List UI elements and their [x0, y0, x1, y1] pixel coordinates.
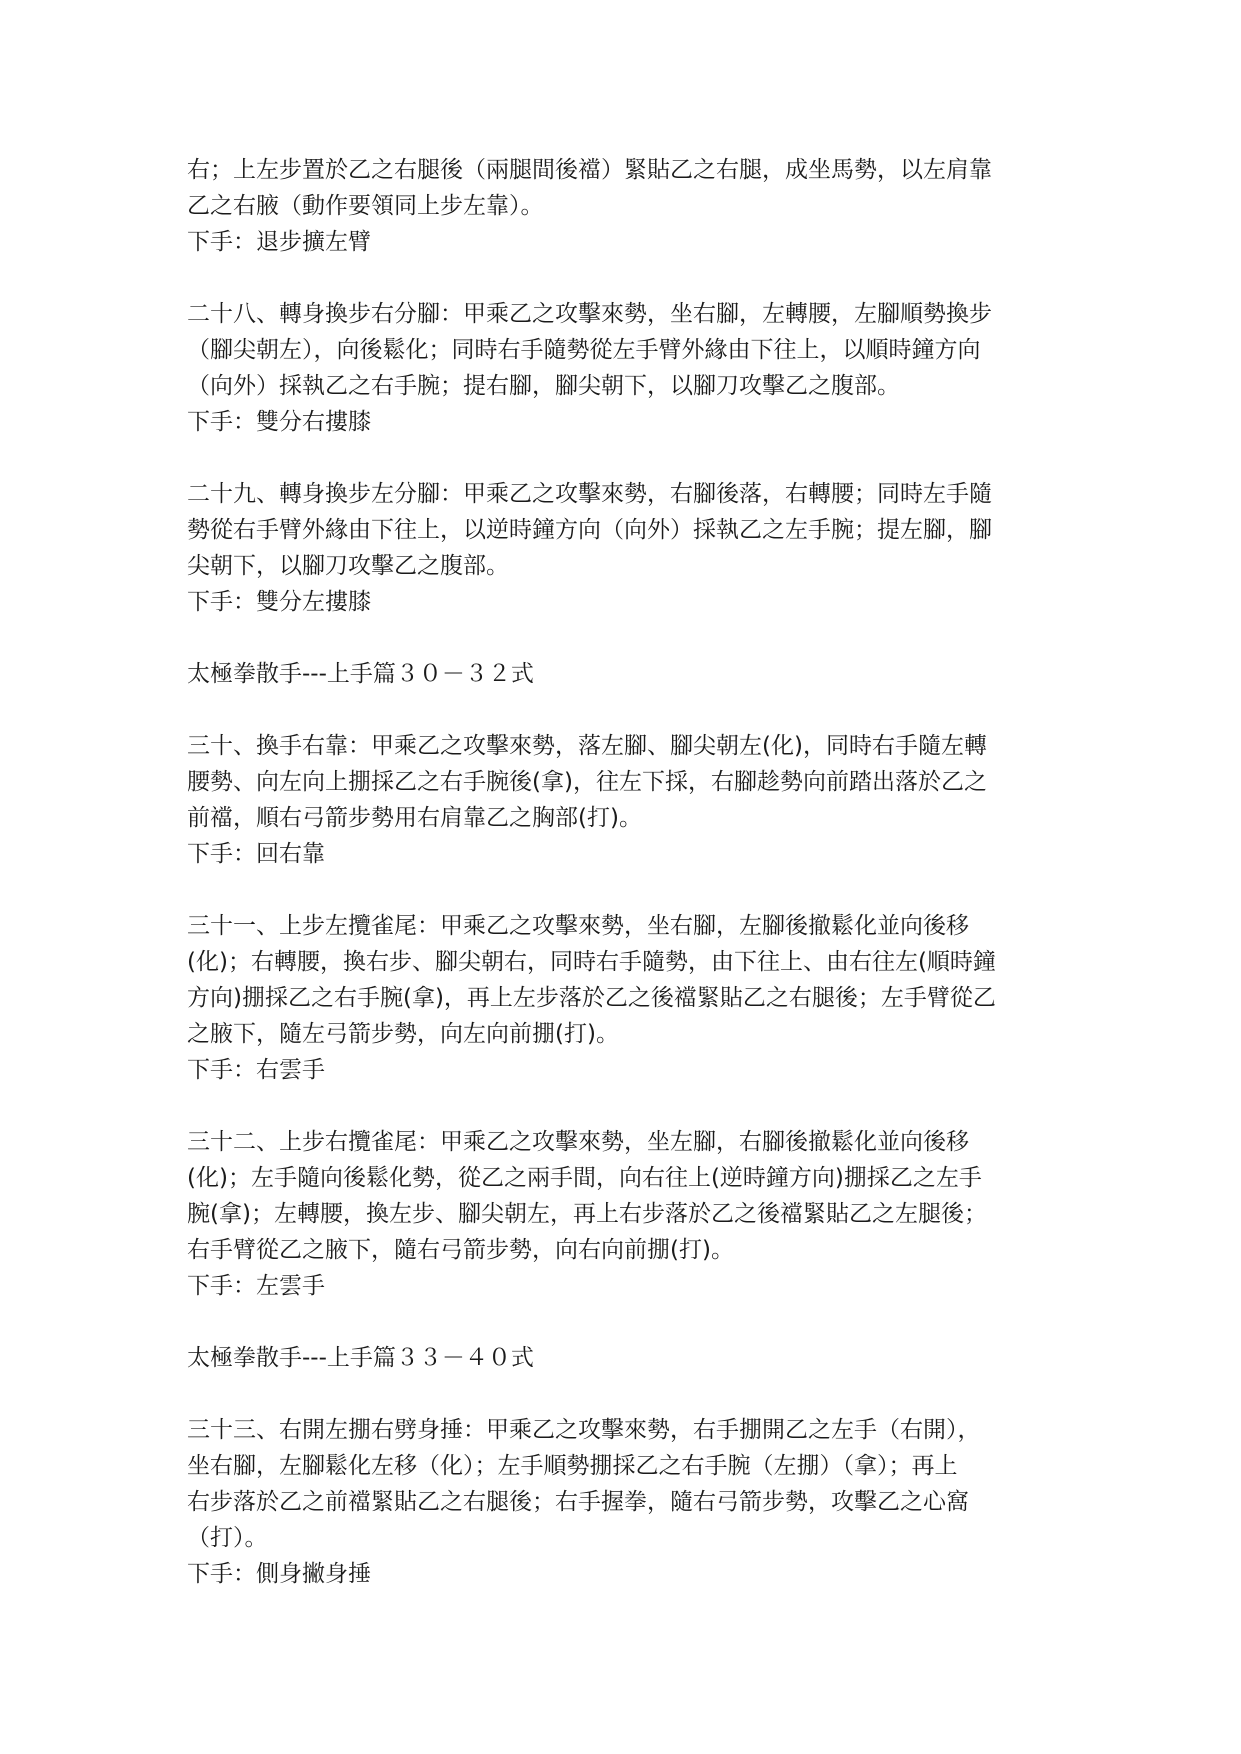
paragraph-gap [187, 1304, 1067, 1340]
paragraph-gap [187, 260, 1067, 296]
text-line: (化)；左手隨向後鬆化勢，從乙之兩手間，向右往上(逆時鐘方向)掤採乙之左手 [187, 1165, 982, 1191]
text-line: （向外）採執乙之右手腕；提右腳，腳尖朝下，以腳刀攻擊乙之腹部。 [187, 373, 900, 399]
response-line: 下手：雙分右摟膝 [187, 409, 371, 435]
text-line: 二十八、轉身換步右分腳：甲乘乙之攻擊來勢，坐右腳，左轉腰，左腳順勢換步 [187, 301, 992, 327]
text-line: 二十九、轉身換步左分腳：甲乘乙之攻擊來勢，右腳後落，右轉腰；同時左手隨 [187, 481, 992, 507]
paragraph-gap [187, 440, 1067, 476]
text-line: 前襠，順右弓箭步勢用右肩靠乙之胸部(打)。 [187, 805, 642, 831]
response-line: 下手：雙分左摟膝 [187, 589, 371, 615]
text-line: 三十二、上步右攬雀尾：甲乘乙之攻擊來勢，坐左腳，右腳後撤鬆化並向後移 [187, 1129, 969, 1155]
paragraph-cont27 [187, 152, 1067, 260]
text-line: 方向)掤採乙之右手腕(拿)，再上左步落於乙之後襠緊貼乙之右腿後；左手臂從乙 [187, 985, 996, 1011]
paragraph-gap [187, 620, 1067, 656]
text-line: 尖朝下，以腳刀攻擊乙之腹部。 [187, 553, 509, 579]
section-heading: 太極拳散手---上手篇３０－３２式 [187, 661, 534, 687]
paragraph-gap [187, 1376, 1067, 1412]
text-line: （打）。 [187, 1525, 268, 1551]
text-line: 右步落於乙之前襠緊貼乙之右腿後；右手握拳，隨右弓箭步勢，攻擊乙之心窩 [187, 1489, 969, 1515]
response-line: 下手：右雲手 [187, 1057, 325, 1083]
paragraph-move29 [187, 476, 1067, 620]
paragraph-gap [187, 872, 1067, 908]
text-line: (化)；右轉腰，換右步、腳尖朝右，同時右手隨勢，由下往上、由右往左(順時鐘 [187, 949, 996, 975]
document-body [187, 152, 1067, 1592]
text-line: 腕(拿)；左轉腰，換左步、腳尖朝左，再上右步落於乙之後襠緊貼乙之左腿後； [187, 1201, 987, 1227]
text-line: 三十、換手右靠：甲乘乙之攻擊來勢，落左腳、腳尖朝左(化)，同時右手隨左轉 [187, 733, 987, 759]
response-line: 下手：左雲手 [187, 1273, 325, 1299]
paragraph-gap [187, 1088, 1067, 1124]
text-line: 腰勢、向左向上掤採乙之右手腕後(拿)，往左下採，右腳趁勢向前踏出落於乙之 [187, 769, 987, 795]
text-line: 乙之右腋（動作要領同上步左靠）。 [187, 193, 544, 219]
paragraph-move31 [187, 908, 1067, 1088]
text-line: 勢從右手臂外緣由下往上，以逆時鐘方向（向外）採執乙之左手腕；提左腳，腳 [187, 517, 992, 543]
paragraph-move28 [187, 296, 1067, 440]
text-line: 右；上左步置於乙之右腿後（兩腿間後襠）緊貼乙之右腿，成坐馬勢，以左肩靠 [187, 157, 992, 183]
text-line: 右手臂從乙之腋下，隨右弓箭步勢，向右向前掤(打)。 [187, 1237, 734, 1263]
response-line: 下手：側身撇身捶 [187, 1561, 371, 1587]
section-heading: 太極拳散手---上手篇３３－４０式 [187, 1345, 534, 1371]
text-line: （腳尖朝左），向後鬆化；同時右手隨勢從左手臂外緣由下往上，以順時鐘方向 [187, 337, 981, 363]
paragraph-move33 [187, 1412, 1067, 1592]
text-line: 三十三、右開左掤右劈身捶：甲乘乙之攻擊來勢，右手掤開乙之左手（右開）， [187, 1417, 981, 1443]
text-line: 坐右腳，左腳鬆化左移（化）；左手順勢掤採乙之右手腕（左掤）（拿）；再上 [187, 1453, 958, 1479]
text-line: 之腋下，隨左弓箭步勢，向左向前掤(打)。 [187, 1021, 619, 1047]
paragraph-move32 [187, 1124, 1067, 1304]
paragraph-gap [187, 692, 1067, 728]
paragraph-move30 [187, 728, 1067, 872]
response-line: 下手：回右靠 [187, 841, 325, 867]
response-line: 下手：退步擴左臂 [187, 229, 371, 255]
text-line: 三十一、上步左攬雀尾：甲乘乙之攻擊來勢，坐右腳，左腳後撤鬆化並向後移 [187, 913, 969, 939]
